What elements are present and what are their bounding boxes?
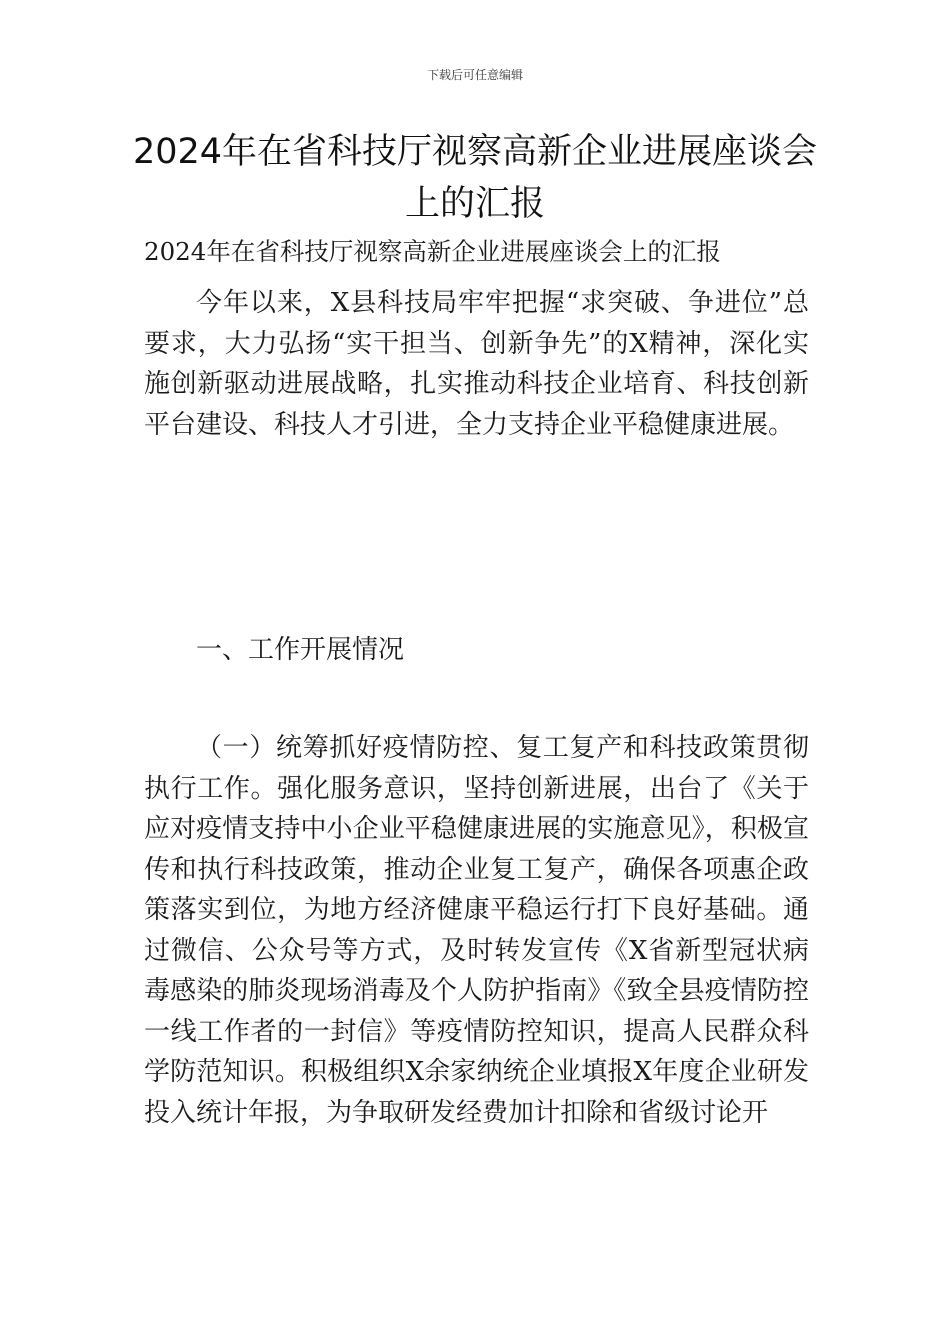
header-note: 下载后可任意编辑	[426, 68, 523, 82]
section-heading: 一、工作开展情况	[196, 635, 405, 665]
document-title: 2024年在省科技厅视察高新企业进展座谈会上的汇报	[132, 132, 818, 224]
document-subtitle: 2024年在省科技厅视察高新企业进展座谈会上的汇报	[144, 237, 721, 266]
intro-paragraph: 今年以来，X县科技局牢牢把握“求突破、争进位”总要求，大力弘扬“实干担当、创新争先”的X精神，深化实施创新驱动进展战略，扎实推动科技企业培育、科技创新平台建设、科技人才引进，全力支持企业平稳健康进展。	[144, 288, 809, 440]
body-paragraph: （一）统筹抓好疫情防控、复工复产和科技政策贯彻执行工作。强化服务意识，坚持创新进展，出台了《关于应对疫情支持中小企业平稳健康进展的实施意见》，积极宣传和执行科技政策，推动企业复工复产，确保各项惠企政策落实到位，为地方经济健康平稳运行打下良好基础。通过微信、公众号等方式，及时转发宣传《X省新型冠状病毒感染的肺炎现场消毒及个人防护指南》《致全县疫情防控一线工作者的一封信》等疫情防控知识，提高人民群众科学防范知识。积极组织X余家纳统企业填报X年度企业研发投入统计年报，为争取研发经费加计扣除和省级讨论开	[144, 733, 809, 1128]
